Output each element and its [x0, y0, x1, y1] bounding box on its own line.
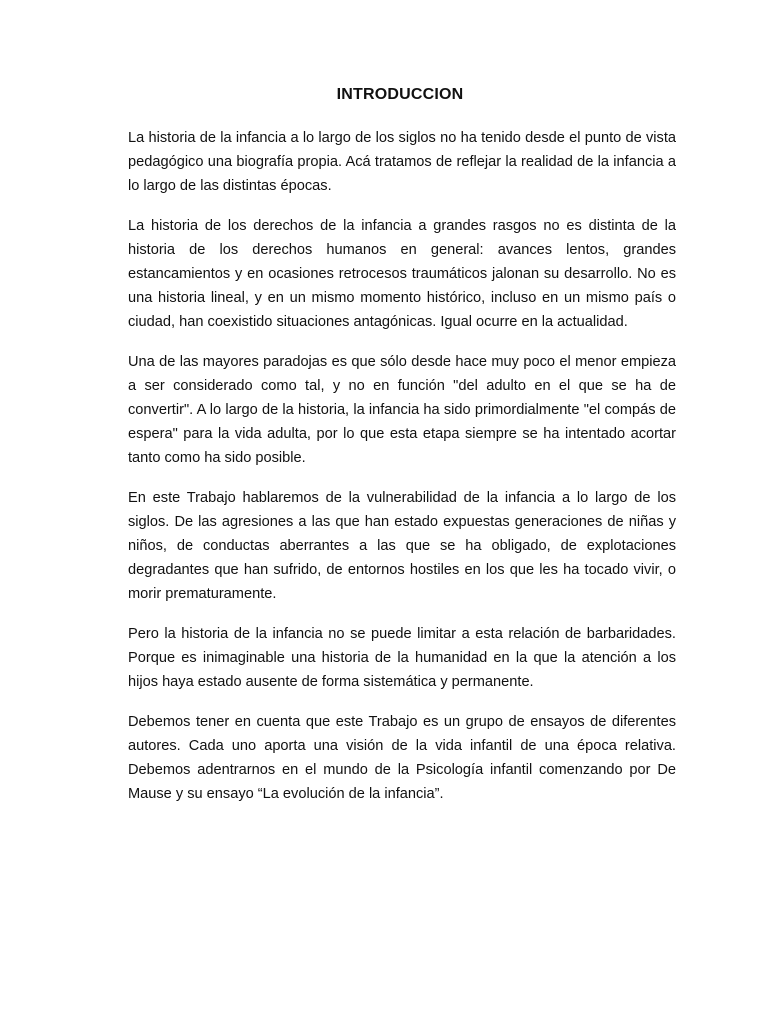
paragraph-4: En este Trabajo hablaremos de la vulnerabilidad de la infancia a lo largo de los siglos. De las agresiones a las que han estado expuestas generaciones de niñas y niños, de conductas aberrantes a las que se ha obligado, de explotaciones degradantes que han sufrido, de entornos hostiles en los que les ha tocado vivir, o morir prematuramente. — [128, 490, 676, 602]
paragraph-2: La historia de los derechos de la infancia a grandes rasgos no es distinta de la historia de los derechos humanos en general: avances lentos, grandes estancamientos y en ocasiones retrocesos traumáticos jalonan su desarrollo. No es una historia lineal, y en un mismo momento histórico, incluso en un mismo país o ciudad, han coexistido situaciones antagónicas. Igual ocurre en la actualidad. — [128, 218, 676, 330]
paragraph-1: La historia de la infancia a lo largo de los siglos no ha tenido desde el punto de vista pedagógico una biografía propia. Acá tratamos de reflejar la realidad de la infancia a lo largo de las distintas épocas. — [128, 130, 676, 194]
paragraph-3: Una de las mayores paradojas es que sólo desde hace muy poco el menor empieza a ser considerado como tal, y no en función "del adulto en el que se ha de convertir". A lo largo de la historia, la infancia ha sido primordialmente "el compás de espera" para la vida adulta, por lo que esta etapa siempre se ha intentado acortar tanto como ha sido posible. — [128, 354, 676, 466]
page-title: INTRODUCCION — [336, 86, 464, 103]
document-body — [128, 126, 676, 822]
paragraph-5: Pero la historia de la infancia no se puede limitar a esta relación de barbaridades. Porque es inimaginable una historia de la humanidad en la que la atención a los hijos haya estado ausente de forma sistemática y permanente. — [128, 626, 676, 690]
paragraph-6: Debemos tener en cuenta que este Trabajo es un grupo de ensayos de diferentes autores. Cada uno aporta una visión de la vida infantil de una época relativa. Debemos adentrarnos en el mundo de la Psicología infantil comenzando por De Mause y su ensayo “La evolución de la infancia”. — [128, 714, 676, 802]
